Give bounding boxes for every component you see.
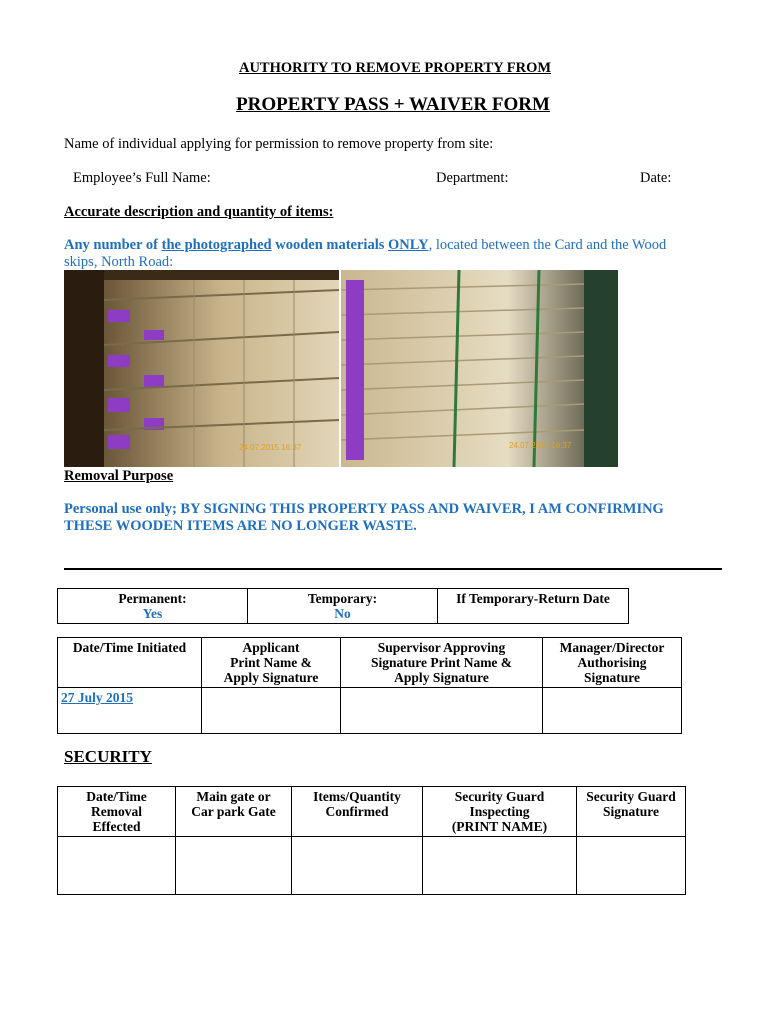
- security-header-guard-signature: Security Guard Signature: [577, 787, 686, 837]
- permanent-label: Permanent:: [118, 591, 187, 606]
- approval-date-cell[interactable]: [58, 688, 202, 734]
- photo-right: [341, 270, 618, 467]
- photo-right-timestamp: 24.07.2015 16:37: [509, 441, 572, 450]
- full-name-label: Employee’s Full Name:: [73, 170, 211, 186]
- removal-purpose-heading: Removal Purpose: [64, 468, 174, 484]
- removal-purpose-line1: Personal use only; BY SIGNING THIS PROPERTY PASS AND WAIVER, I AM CONFIRMING: [64, 501, 664, 517]
- description-text: [64, 237, 744, 254]
- applicant-intro: Name of individual applying for permission to remove property from site:: [64, 136, 494, 152]
- date-label: Date:: [640, 170, 672, 186]
- removal-purpose-line2: THESE WOODEN ITEMS ARE NO LONGER WASTE.: [64, 518, 417, 534]
- temporary-label: Temporary:: [307, 591, 378, 606]
- permanent-cell[interactable]: [58, 589, 248, 624]
- security-table: [57, 786, 686, 895]
- applicant-signature-cell[interactable]: [202, 688, 341, 734]
- description-only: ONLY: [388, 237, 429, 253]
- section-divider: [64, 568, 722, 570]
- approval-header-manager: Manager/Director Authorising Signature: [543, 638, 682, 688]
- description-part1: Any number of: [64, 237, 162, 253]
- security-header-guard-name: Security Guard Inspecting (PRINT NAME): [423, 787, 577, 837]
- description-line2: skips, North Road:: [64, 254, 174, 270]
- approval-header-supervisor: Supervisor Approving Signature Print Name & Apply Signature: [341, 638, 543, 688]
- form-title: PROPERTY PASS + WAIVER FORM: [236, 94, 550, 115]
- return-date-label: If Temporary-Return Date: [456, 591, 610, 606]
- approval-date-value: 27 July 2015: [61, 690, 134, 705]
- description-part2: wooden materials: [271, 237, 388, 253]
- security-gate-cell[interactable]: [176, 837, 292, 895]
- photo-left: [64, 270, 339, 467]
- security-header-date: Date/Time Removal Effected: [58, 787, 176, 837]
- security-header-items: Items/Quantity Confirmed: [292, 787, 423, 837]
- manager-signature-cell[interactable]: [543, 688, 682, 734]
- security-guard-name-cell[interactable]: [423, 837, 577, 895]
- security-items-cell[interactable]: [292, 837, 423, 895]
- photo-left-timestamp: 24.07.2015 16:37: [239, 443, 302, 452]
- temporary-cell[interactable]: [248, 589, 438, 624]
- approval-header-date: Date/Time Initiated: [58, 638, 202, 688]
- wood-photographs: [64, 270, 618, 467]
- approval-header-applicant: Applicant Print Name & Apply Signature: [202, 638, 341, 688]
- department-label: Department:: [436, 170, 509, 186]
- temporary-value: No: [334, 606, 351, 621]
- return-date-cell[interactable]: [438, 589, 629, 624]
- security-guard-signature-cell[interactable]: [577, 837, 686, 895]
- form-title-line1: AUTHORITY TO REMOVE PROPERTY FROM: [238, 60, 552, 76]
- status-table: [57, 588, 629, 624]
- security-heading: SECURITY: [64, 747, 152, 766]
- permanent-value: Yes: [142, 606, 163, 621]
- description-part3: , located between the Card and the Wood: [428, 237, 667, 253]
- approval-table: [57, 637, 682, 734]
- security-header-gate: Main gate or Car park Gate: [176, 787, 292, 837]
- description-link: the photographed: [161, 237, 272, 253]
- description-heading: Accurate description and quantity of items:: [64, 204, 334, 220]
- security-date-cell[interactable]: [58, 837, 176, 895]
- supervisor-signature-cell[interactable]: [341, 688, 543, 734]
